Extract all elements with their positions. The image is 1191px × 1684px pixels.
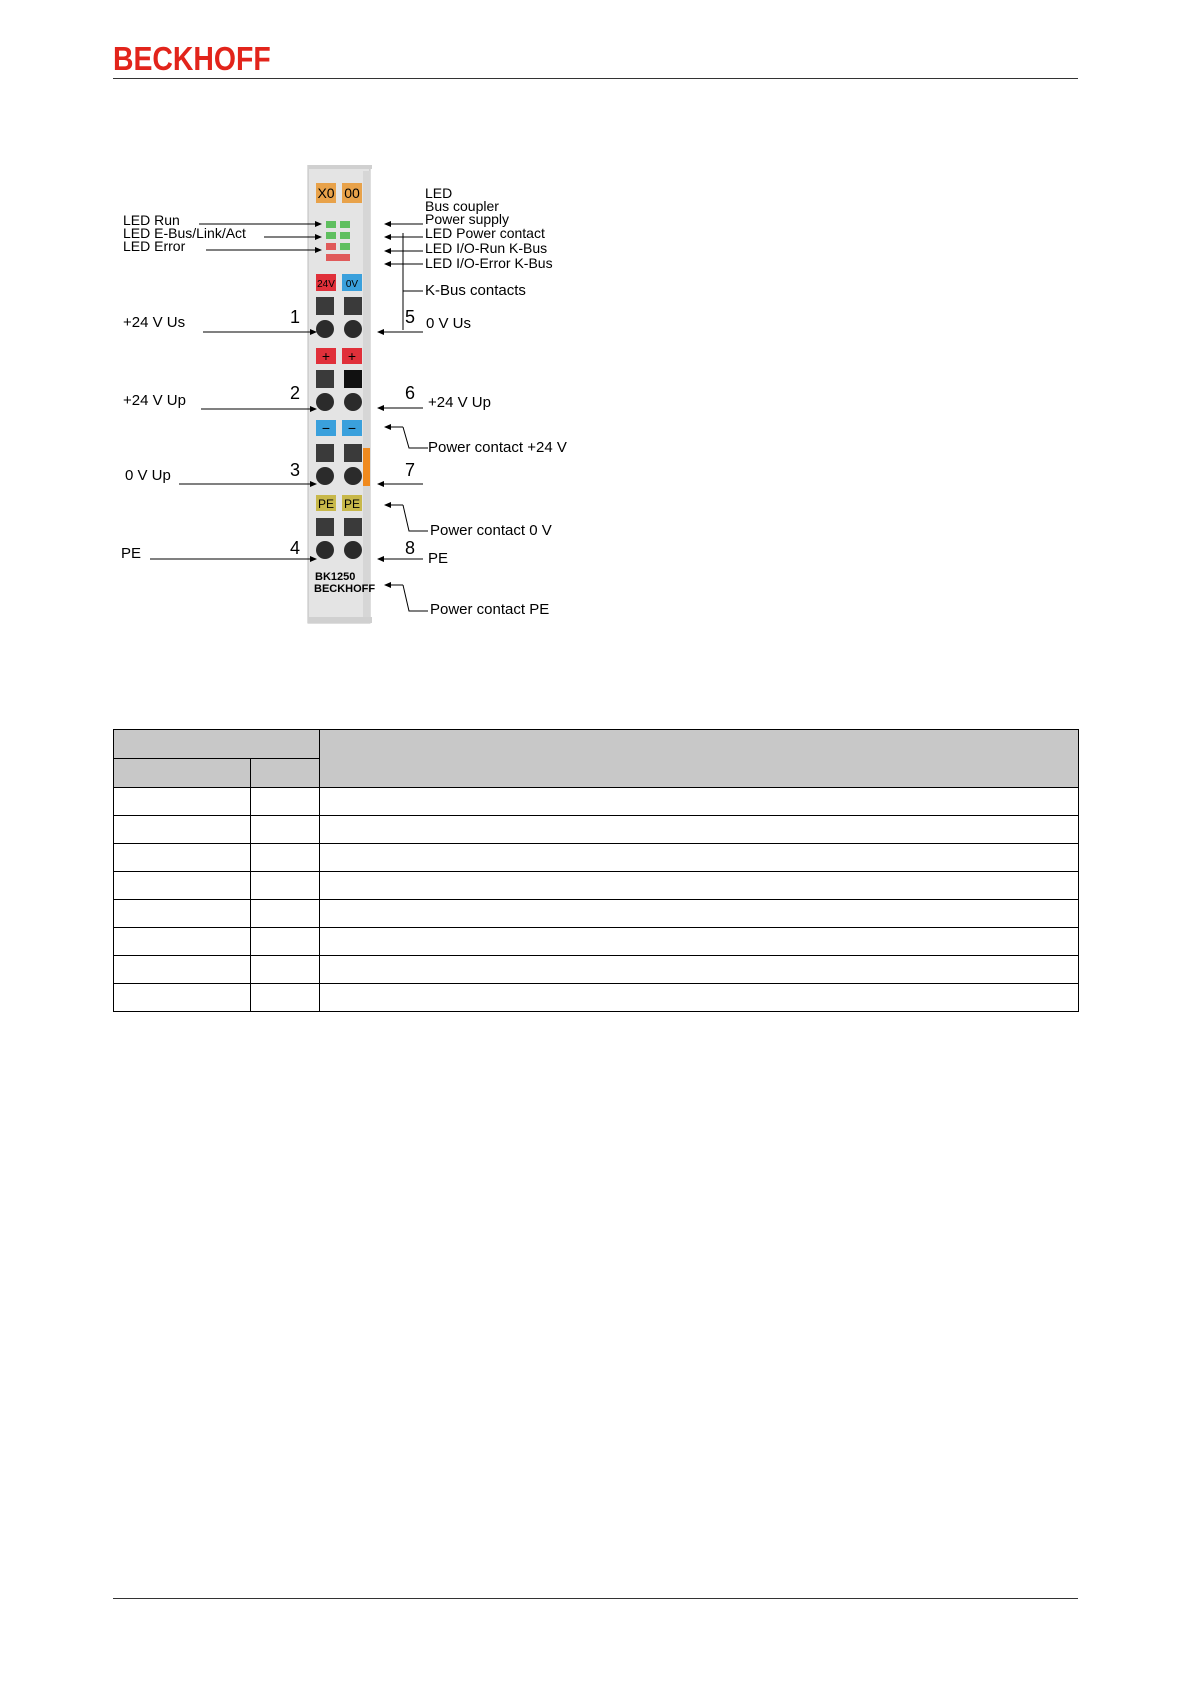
table-body [114,788,1079,1012]
label-kbus-contacts: K-Bus contacts [425,282,526,299]
spring-release-6 [344,370,362,388]
label-pe-left: PE [121,545,142,562]
header-cell-no [251,759,320,788]
label-bus-coupler: Bus coupler [425,198,499,214]
page-header [113,42,1078,80]
header-cell-name [114,759,251,788]
spring-release-2 [316,370,334,388]
terminal-number-3: 3 [290,460,301,480]
table-row [114,956,1079,984]
label-pe-right: PE [428,550,449,567]
led-io-error [326,254,350,261]
label-up-24v-left: +24 V Up [123,392,186,409]
led-ebus [326,232,336,239]
left-callouts [121,212,321,562]
terminal-number-2: 2 [290,383,301,403]
label-0v-text: 0V [345,279,359,290]
pe-text-right: PE [343,497,361,511]
terminal-number-8: 8 [405,538,416,558]
table-row [114,844,1079,872]
minus-text-left: − [321,420,331,436]
spring-release-5 [344,297,362,315]
label-led-power-contact: LED Power contact [425,225,545,241]
spring-release-3 [316,444,334,462]
header-divider [113,78,1078,79]
terminal-device [308,165,375,623]
led-io-run [340,243,350,250]
led-run [326,221,336,228]
header-cell-group [114,730,320,759]
label-up-0v: 0 V Up [125,467,171,484]
table-row [114,872,1079,900]
label-led-run: LED Run [123,212,180,228]
table-row [114,900,1079,928]
header-cell-description [320,730,1079,788]
plus-text-left: + [321,348,331,364]
pe-text-left: PE [317,497,335,511]
x00-text: 00 [344,185,360,201]
plus-text-right: + [347,348,357,364]
label-led: LED [425,185,453,201]
label-us-24v: +24 V Us [123,314,186,331]
label-led-ebus: LED E-Bus/Link/Act [123,225,246,241]
footer-divider [113,1598,1078,1599]
table-row [114,928,1079,956]
terminal-1 [316,320,334,338]
terminal-3 [316,467,334,485]
label-24v-text: 24V [317,279,335,290]
label-power-contact-pe: Power contact PE [430,601,550,618]
x0-text: X0 [317,185,335,201]
table-row [114,984,1079,1012]
led-power-contact [340,232,350,239]
table-row [114,816,1079,844]
terminal-7 [344,467,362,485]
terminal-number-1: 1 [290,307,301,327]
label-power-contact-0v: Power contact 0 V [430,522,552,539]
table-row [114,788,1079,816]
bk1250-connection-figure [113,165,613,625]
spring-release-8 [344,518,362,536]
label-led-error: LED Error [123,238,186,254]
terminal-5 [344,320,362,338]
table-header [114,730,1079,788]
bk1250-diagram [113,165,613,625]
terminal-number-6: 6 [405,383,416,403]
model-marking: BK1250 [315,571,356,583]
led-power-supply [340,221,350,228]
terminal-number-7: 7 [405,460,416,480]
terminal-6 [344,393,362,411]
spring-release-1 [316,297,334,315]
label-up-24v-right: +24 V Up [428,394,491,411]
led-error [326,243,336,250]
beckhoff-logo: BECKHOFF [113,40,271,77]
spring-release-7 [344,444,362,462]
terminal-2 [316,393,334,411]
label-power-contact-24v: Power contact +24 V [428,439,567,456]
terminal-assignment-table [113,729,1079,1012]
terminal-number-5: 5 [405,307,416,327]
terminal-4 [316,541,334,559]
minus-text-right: − [347,420,357,436]
maker-marking: BECKHOFF [314,583,376,595]
spring-release-4 [316,518,334,536]
label-us-0v: 0 V Us [426,315,472,332]
label-led-io-error: LED I/O-Error K-Bus [425,255,553,271]
label-power-supply: Power supply [425,211,510,227]
power-contact-bar [363,448,370,486]
right-callouts [378,185,567,618]
terminal-8 [344,541,362,559]
terminal-number-4: 4 [290,538,301,558]
label-led-io-run: LED I/O-Run K-Bus [425,240,548,256]
